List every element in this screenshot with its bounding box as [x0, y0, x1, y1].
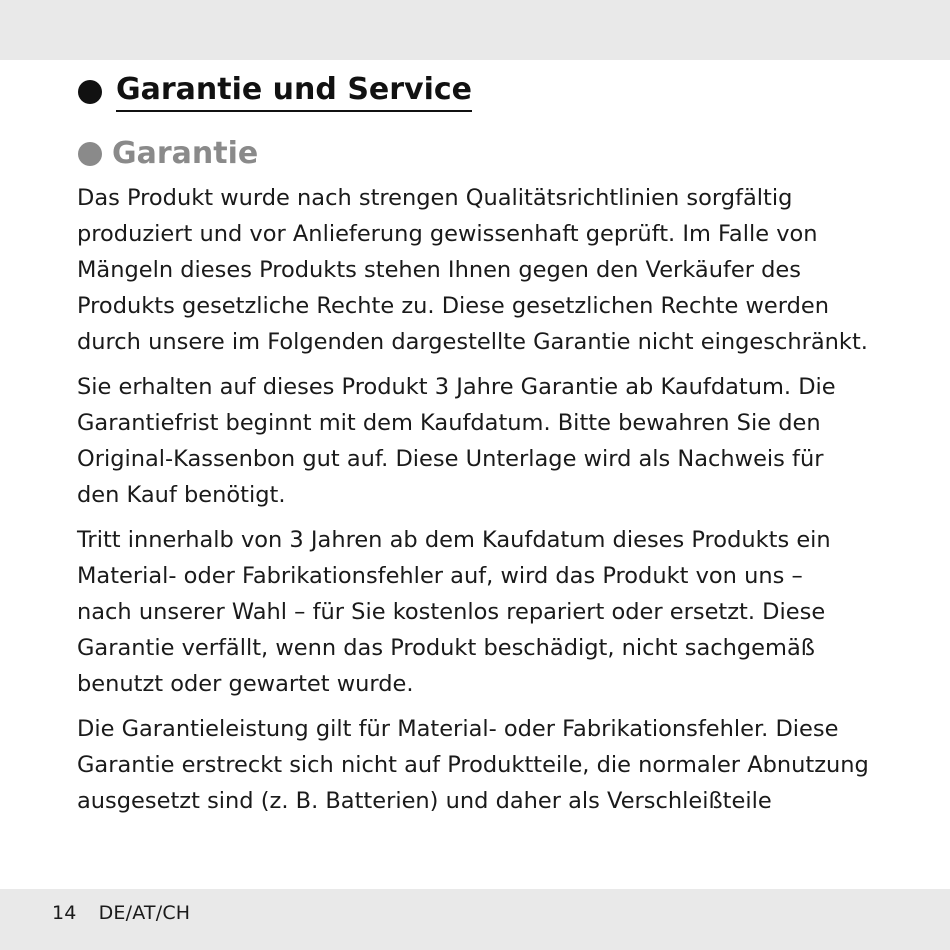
text-line: Produkts gesetzliche Rechte zu. Diese gesetzlichen Rechte werden	[77, 293, 829, 319]
text-line: Material- oder Fabrikationsfehler auf, wird das Produkt von uns –	[77, 563, 803, 589]
text-line: Das Produkt wurde nach strengen Qualitätsrichtlinien sorgfältig	[77, 185, 793, 211]
text-line: Tritt innerhalb von 3 Jahren ab dem Kaufdatum dieses Produkts ein	[77, 527, 831, 553]
text-line: Garantiefrist beginnt mit dem Kaufdatum. Bitte bewahren Sie den	[77, 410, 821, 436]
section-title: Garantie und Service	[116, 72, 472, 112]
text-line: produziert und vor Anlieferung gewissenhaft geprüft. Im Falle von	[77, 221, 818, 247]
text-line: den Kauf benötigt.	[77, 482, 286, 508]
subsection-heading	[78, 136, 258, 172]
region-label: DE/AT/CH	[98, 902, 191, 924]
bullet-icon	[78, 80, 102, 104]
text-line: Original-Kassenbon gut auf. Diese Unterlage wird als Nachweis für	[77, 446, 824, 472]
text-line: Sie erhalten auf dieses Produkt 3 Jahre Garantie ab Kaufdatum. Die	[77, 374, 836, 400]
text-line: durch unsere im Folgenden dargestellte Garantie nicht eingeschränkt.	[77, 329, 868, 355]
section-heading	[78, 72, 472, 112]
paragraph	[77, 522, 897, 702]
text-line: benutzt oder gewartet wurde.	[77, 671, 414, 697]
text-line: Die Garantieleistung gilt für Material- oder Fabrikationsfehler. Diese	[77, 716, 839, 742]
top-band	[0, 0, 950, 60]
text-line: nach unserer Wahl – für Sie kostenlos repariert oder ersetzt. Diese	[77, 599, 826, 625]
subsection-title: Garantie	[112, 136, 259, 171]
body-text	[77, 180, 897, 828]
page-number: 14	[52, 902, 77, 924]
text-line: Garantie verfällt, wenn das Produkt beschädigt, nicht sachgemäß	[77, 635, 815, 661]
text-line: ausgesetzt sind (z. B. Batterien) und daher als Verschleißteile	[77, 788, 772, 814]
text-line: Mängeln dieses Produkts stehen Ihnen gegen den Verkäufer des	[77, 257, 801, 283]
page-footer	[52, 902, 190, 924]
bullet-icon	[78, 142, 102, 166]
text-line: Garantie erstreckt sich nicht auf Produktteile, die normaler Abnutzung	[77, 752, 869, 778]
paragraph	[77, 369, 897, 513]
paragraph	[77, 180, 897, 360]
paragraph	[77, 711, 897, 819]
